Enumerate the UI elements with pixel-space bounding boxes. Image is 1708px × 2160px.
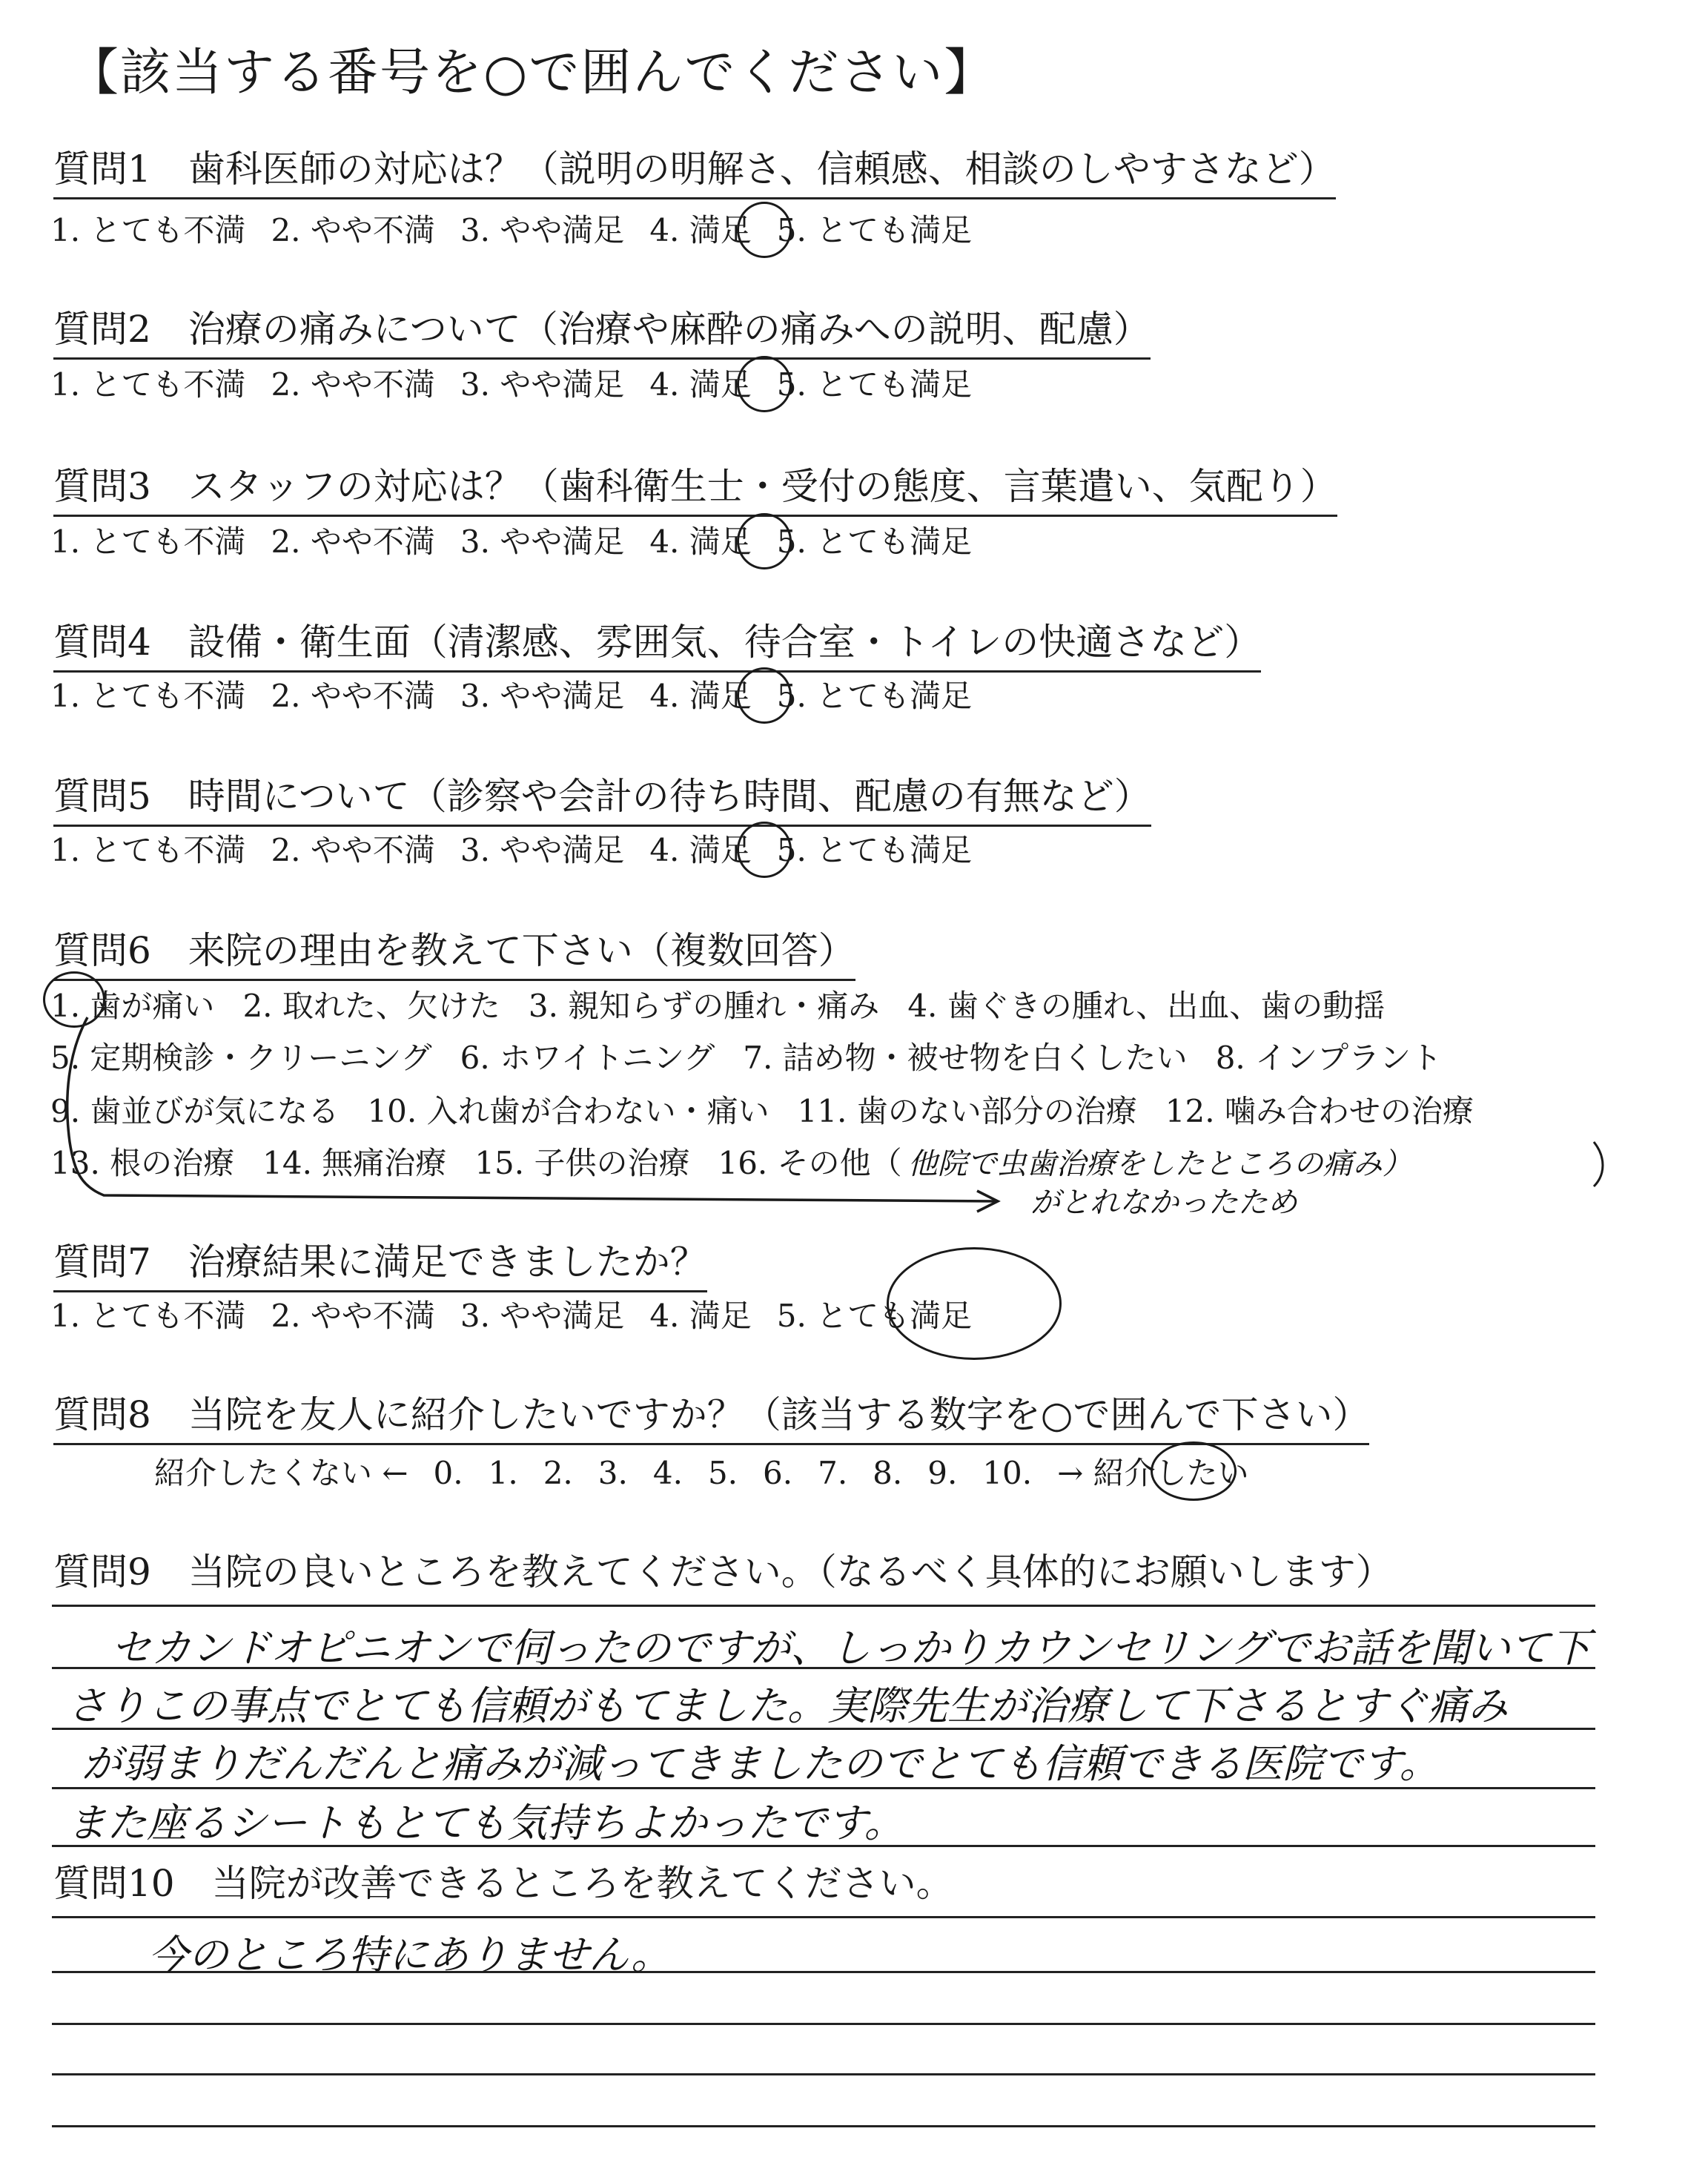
- q3-option-5[interactable]: 5. とても満足: [776, 524, 973, 560]
- q2-selected-circle: [737, 356, 792, 412]
- q6-option-5[interactable]: 5. 定期検診・クリーニング: [50, 1040, 432, 1076]
- q2-option-4[interactable]: 4. 満足: [649, 366, 752, 403]
- q10-answer-line-1: 今のところ特にありません。: [148, 1932, 672, 1978]
- q8-value-8[interactable]: 8.: [873, 1455, 903, 1491]
- q2-option-1[interactable]: 1. とても不満: [50, 366, 246, 403]
- q6-option-8[interactable]: 8. インプラント: [1215, 1040, 1443, 1076]
- q7-option-5[interactable]: 5. とても満足: [776, 1298, 973, 1334]
- question-9-title: 質問9 当院の良いところを教えてください。（なるべく具体的にお願いします）: [53, 1550, 1393, 1593]
- q6-other-close-paren: [1594, 1142, 1603, 1186]
- q5-option-5[interactable]: 5. とても満足: [776, 832, 973, 868]
- q10-answer-rule-1: [52, 1916, 1595, 1918]
- q9-answer-line-2: さりこの事点でとても信頼がもてました。実際先生が治療して下さるとすぐ痛み: [67, 1682, 1508, 1729]
- q3-option-3[interactable]: 3. やや満足: [460, 524, 625, 560]
- q5-option-1[interactable]: 1. とても不満: [50, 832, 246, 868]
- q8-right-label: → 紹介したい: [1057, 1455, 1249, 1491]
- question-10-title: 質問10 当院が改善できるところを教えてください。: [53, 1862, 953, 1905]
- q8-selected-circle: [1151, 1441, 1237, 1501]
- q6-option-9[interactable]: 9. 歯並びが気になる: [50, 1093, 340, 1129]
- q1-option-5[interactable]: 5. とても満足: [776, 212, 973, 248]
- question-5-title: 質問5 時間について（診察や会計の待ち時間、配慮の有無など）: [53, 767, 1151, 827]
- q8-left-label: 紹介したくない ←: [154, 1455, 408, 1491]
- q2-option-2[interactable]: 2. やや不満: [271, 366, 435, 403]
- q8-value-6[interactable]: 6.: [763, 1455, 793, 1491]
- q6-row-2: [50, 1034, 1470, 1078]
- q6-option-7[interactable]: 7. 詰め物・被せ物を白くしたい: [743, 1040, 1188, 1076]
- q6-other-handwritten-1: 他院で虫歯治療をしたところの痛み）: [907, 1147, 1412, 1181]
- q9-answer-rule-1: [52, 1605, 1595, 1607]
- q3-option-1[interactable]: 1. とても不満: [50, 524, 246, 560]
- q8-value-2[interactable]: 2.: [543, 1455, 573, 1491]
- q10-answer-rule-3: [52, 2023, 1595, 2025]
- q1-option-2[interactable]: 2. やや不満: [271, 212, 435, 248]
- q5-selected-circle: [737, 822, 792, 878]
- q6-option-10[interactable]: 10. 入れ歯が合わない・痛い: [367, 1093, 769, 1129]
- q6-option-2[interactable]: 2. 取れた、欠けた: [242, 988, 500, 1024]
- q8-value-1[interactable]: 1.: [488, 1455, 518, 1491]
- q6-row-3: [50, 1087, 1502, 1132]
- q7-selected-circle: [887, 1247, 1062, 1360]
- q5-option-3[interactable]: 3. やや満足: [460, 832, 625, 868]
- question-7-options: [50, 1292, 997, 1336]
- q4-option-1[interactable]: 1. とても不満: [50, 678, 246, 714]
- q6-option-4[interactable]: 4. 歯ぐきの腫れ、出血、歯の動揺: [907, 988, 1386, 1024]
- q3-option-2[interactable]: 2. やや不満: [271, 524, 435, 560]
- q6-other-handwritten-2: がとれなかったため: [1030, 1186, 1297, 1220]
- q6-arrow-head: [977, 1191, 998, 1212]
- q6-option-16[interactable]: 16. その他（: [718, 1145, 902, 1181]
- q10-answer-rule-5: [52, 2125, 1595, 2127]
- q1-option-4[interactable]: 4. 満足: [649, 212, 752, 248]
- question-3-title: 質問3 スタッフの対応は？（歯科衛生士・受付の態度、言葉遣い、気配り）: [53, 457, 1337, 517]
- question-4-title: 質問4 設備・衛生面（清潔感、雰囲気、待合室・トイレの快適さなど）: [53, 612, 1261, 673]
- q1-option-3[interactable]: 3. やや満足: [460, 212, 625, 248]
- q6-row-1: [50, 982, 1413, 1026]
- question-7-title: 質問7 治療結果に満足できましたか？: [53, 1232, 707, 1292]
- q7-option-1[interactable]: 1. とても不満: [50, 1298, 246, 1334]
- q2-option-3[interactable]: 3. やや満足: [460, 366, 625, 403]
- q9-answer-line-1: セカンドオピニオンで伺ったのですが、しっかりカウンセリングでお話を聞いて下: [111, 1625, 1591, 1671]
- q6-row-4: [50, 1139, 1440, 1183]
- q9-answer-line-4: また座るシートもとても気持ちよかったです。: [67, 1800, 904, 1846]
- question-1-title: 質問1 歯科医師の対応は？（説明の明解さ、信頼感、相談のしやすさなど）: [53, 139, 1336, 199]
- q4-option-4[interactable]: 4. 満足: [649, 678, 752, 714]
- question-4-options: [50, 672, 997, 716]
- q6-option-13[interactable]: 13. 根の治療: [50, 1145, 235, 1181]
- form-instruction-header: 【該当する番号を○で囲んでください】: [68, 44, 996, 102]
- question-6-title: 質問6 来院の理由を教えて下さい（複数回答）: [53, 921, 855, 981]
- q6-option-12[interactable]: 12. 噛み合わせの治療: [1165, 1093, 1474, 1129]
- question-2-title: 質問2 治療の痛みについて（治療や麻酔の痛みへの説明、配慮）: [53, 300, 1151, 360]
- question-3-options: [50, 518, 997, 562]
- question-1-options: [50, 206, 997, 251]
- q2-option-5[interactable]: 5. とても満足: [776, 366, 973, 403]
- q6-option-14[interactable]: 14. 無痛治療: [262, 1145, 447, 1181]
- q7-option-2[interactable]: 2. やや不満: [271, 1298, 435, 1334]
- question-2-options: [50, 360, 997, 405]
- q8-value-5[interactable]: 5.: [707, 1455, 738, 1491]
- q4-option-3[interactable]: 3. やや満足: [460, 678, 625, 714]
- q10-answer-rule-4: [52, 2073, 1595, 2075]
- q4-option-5[interactable]: 5. とても満足: [776, 678, 973, 714]
- q7-option-4[interactable]: 4. 満足: [649, 1298, 752, 1334]
- q6-option-6[interactable]: 6. ホワイトニング: [460, 1040, 715, 1076]
- q6-option-15[interactable]: 15. 子供の治療: [474, 1145, 690, 1181]
- q8-value-9[interactable]: 9.: [927, 1455, 958, 1491]
- q6-option-1[interactable]: 1. 歯が痛い: [50, 988, 215, 1024]
- q9-answer-line-3: が弱まりだんだんと痛みが減ってきましたのでとても信頼できる医院です。: [82, 1740, 1440, 1787]
- question-5-options: [50, 826, 997, 871]
- q5-option-2[interactable]: 2. やや不満: [271, 832, 435, 868]
- q8-value-10[interactable]: 10.: [982, 1455, 1033, 1491]
- q7-option-3[interactable]: 3. やや満足: [460, 1298, 625, 1334]
- q1-option-1[interactable]: 1. とても不満: [50, 212, 246, 248]
- question-8-title: 質問8 当院を友人に紹介したいですか？（該当する数字を○で囲んで下さい）: [53, 1385, 1369, 1445]
- q6-option-3[interactable]: 3. 親知らずの腫れ・痛み: [528, 988, 880, 1024]
- q8-value-3[interactable]: 3.: [598, 1455, 628, 1491]
- q8-scale: [154, 1449, 1274, 1493]
- q6-option-11[interactable]: 11. 歯のない部分の治療: [797, 1093, 1137, 1129]
- q3-option-4[interactable]: 4. 満足: [649, 524, 752, 560]
- q8-value-0[interactable]: 0.: [433, 1455, 463, 1491]
- q8-value-7[interactable]: 7.: [818, 1455, 848, 1491]
- q4-selected-circle: [737, 667, 792, 724]
- q1-selected-circle: [737, 202, 792, 258]
- q4-option-2[interactable]: 2. やや不満: [271, 678, 435, 714]
- q3-selected-circle: [737, 513, 792, 569]
- q5-option-4[interactable]: 4. 満足: [649, 832, 752, 868]
- q6-selected-circle: [43, 971, 105, 1028]
- q8-value-4[interactable]: 4.: [652, 1455, 683, 1491]
